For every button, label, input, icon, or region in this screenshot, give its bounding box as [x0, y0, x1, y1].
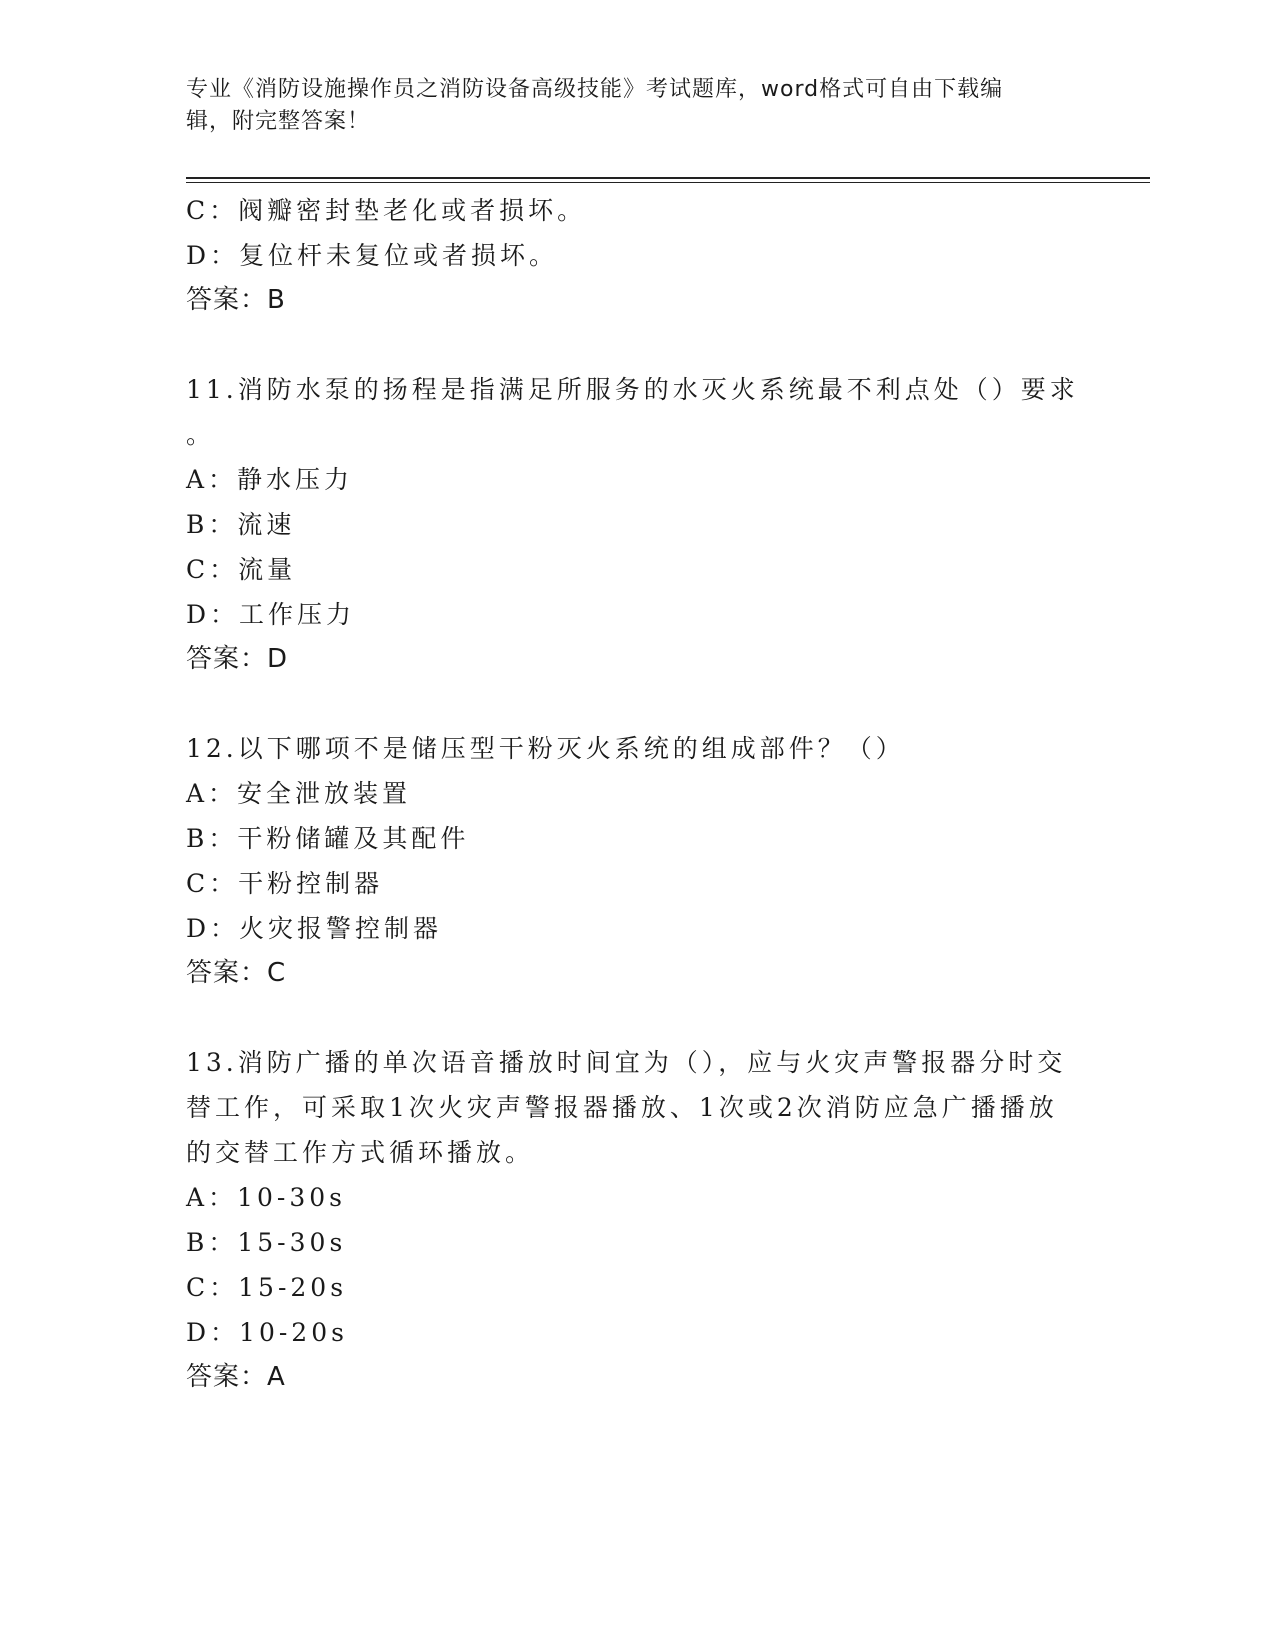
question-10-tail — [186, 188, 1066, 323]
question-list — [186, 188, 1079, 1400]
header-divider-thin — [186, 182, 1150, 183]
answer-label: 答案：D — [186, 644, 289, 674]
question-stem-line: 13.消防广播的单次语音播放时间宜为（），应与火灾声警报器分时交 — [186, 1048, 1067, 1077]
spacer — [186, 323, 1066, 367]
option-c: C：15-20s — [186, 1273, 348, 1302]
answer-label: 答案：B — [186, 285, 286, 315]
question-stem-line: 的交替工作方式循环播放。 — [186, 1138, 535, 1167]
option-a: A：静水压力 — [186, 465, 354, 494]
spacer — [186, 996, 1066, 1040]
option-c: C：流量 — [186, 555, 297, 584]
document-header — [186, 74, 1066, 138]
question-stem-line: 替工作，可采取1次火灾声警报器播放、1次或2次消防应急广播播放 — [186, 1093, 1058, 1122]
option-d: D：复位杆未复位或者损坏。 — [186, 241, 559, 270]
question-12 — [186, 726, 1066, 996]
header-line-2: 辑，附完整答案！ — [186, 109, 371, 134]
option-a: A：10-30s — [186, 1183, 346, 1212]
question-13 — [186, 1040, 1066, 1400]
header-divider-thick — [186, 177, 1150, 179]
header-line-1: 专业《消防设施操作员之消防设备高级技能》考试题库，word格式可自由下载编 — [186, 77, 1004, 102]
question-stem-line: 11.消防水泵的扬程是指满足所服务的水灭火系统最不利点处（）要求 — [186, 375, 1079, 404]
answer-label: 答案：C — [186, 958, 287, 988]
option-d: D：10-20s — [186, 1318, 348, 1347]
option-c: C：阀瓣密封垫老化或者损坏。 — [186, 196, 587, 225]
option-d: D：火灾报警控制器 — [186, 914, 443, 943]
question-stem-line: 。 — [186, 420, 216, 449]
answer-label: 答案：A — [186, 1362, 286, 1392]
spacer — [186, 682, 1066, 726]
option-d: D：工作压力 — [186, 600, 356, 629]
option-b: B：15-30s — [186, 1228, 347, 1257]
option-c: C：干粉控制器 — [186, 869, 384, 898]
option-b: B：流速 — [186, 510, 296, 539]
option-a: A：安全泄放装置 — [186, 779, 412, 808]
question-11 — [186, 367, 1079, 682]
question-stem-line: 12.以下哪项不是储压型干粉灭火系统的组成部件？（） — [186, 734, 905, 763]
option-b: B：干粉储罐及其配件 — [186, 824, 470, 853]
